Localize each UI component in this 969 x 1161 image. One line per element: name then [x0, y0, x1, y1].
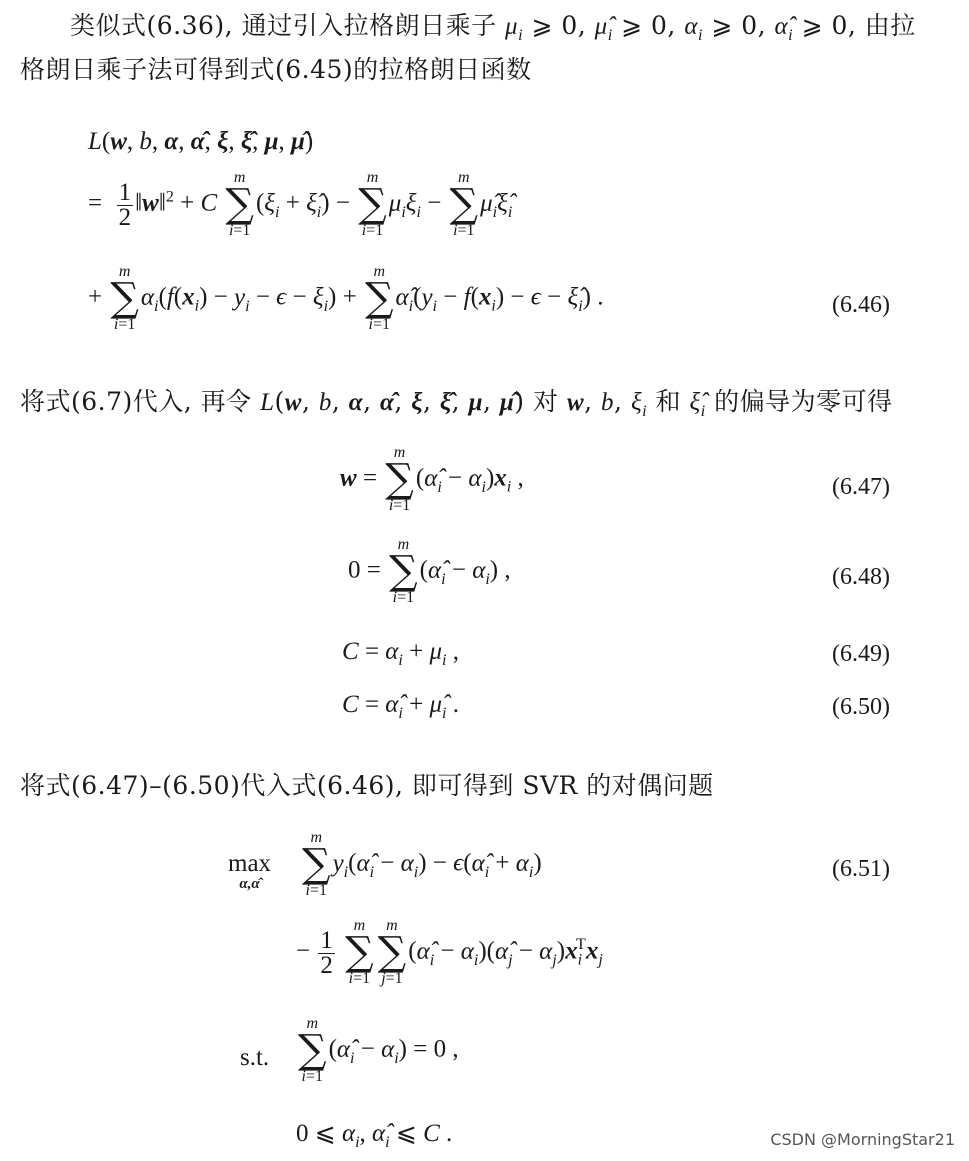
equation-6-49: $C = \alpha_i + \mu_i$ ,	[342, 638, 459, 669]
equation-6-50: $C = \alphâ_i$ + $\mû_i$ .	[342, 691, 459, 722]
equation-6-48: 0 = m ∑ i=1 $(\alphâ_i - \alpha_i)$ ,	[348, 536, 511, 606]
equation-number-6-51: (6.51)	[832, 856, 890, 882]
constraint-bounds: 0 ⩽ $\alpha_i$, $\alphâ_i$ ⩽ C .	[296, 1120, 453, 1151]
lagrangian-lhs: L(w, b, α, α̂, ξ, ξ̂, μ, μ̂)	[88, 128, 314, 155]
paragraph-derivative: 将式(6.7)代入, 再令 L(w, b, α, α̂, ξ, ξ̂, μ, μ̂) 对 w, b, $\xi_i$ 和 $\xî_i$ 的偏导为零可得	[20, 387, 893, 420]
max-subscript: α,α̂	[239, 876, 260, 892]
max-label: max	[228, 850, 272, 877]
equation-number-6-48: (6.48)	[832, 564, 890, 590]
dual-max-operator	[228, 852, 271, 892]
dual-objective-line1: m ∑ i=1 $y_i(\alphâ_i - \alpha_i)$ − $\epsilon(\alphâ_i + \alpha_i)$	[302, 829, 542, 899]
equation-number-6-46: (6.46)	[832, 292, 890, 318]
paragraph-intro-line2: 格朗日乘子法可得到式(6.45)的拉格朗日函数	[20, 55, 532, 84]
paragraph-dual: 将式(6.47)–(6.50)代入式(6.46), 即可得到 SVR 的对偶问题	[20, 771, 714, 800]
constraint-sum: m ∑ i=1 $(\alphâ_i - \alpha_i) = 0$ ,	[298, 1015, 459, 1085]
paragraph-intro-line1: 类似式(6.36), 通过引入拉格朗日乘子 $\mu_i$ ⩾ 0, $\mû_i$ ⩾ 0, $\alpha_i$ ⩾ 0, $\alphâ_i$ ⩾ 0, 由拉	[70, 11, 916, 44]
csdn-watermark: CSDN @MorningStar21	[770, 1130, 955, 1149]
lagrangian-line2: + m ∑ i=1 $\alpha_i(f(x_i) - y_i - \epsilon - \xi_i)$ + m ∑ i=1 $\alphâ_i(y_i - f(x_i) - \epsilon$ − $\xî_i$) .	[88, 263, 604, 333]
equation-number-6-47: (6.47)	[832, 474, 890, 500]
equation-number-6-49: (6.49)	[832, 641, 890, 667]
dual-objective-line2: − $\frac{1}{2}$ m ∑ i=1 m ∑ j=1 ($\alphâ_i$ − $\alpha_i)(\alphâ_j - \alpha_j)x_i^Tx_j$	[296, 917, 603, 987]
equation-number-6-50: (6.50)	[832, 694, 890, 720]
lagrangian-line1: = $\frac{1}{2}$ ‖w‖$^2$ + C m ∑ i=1 ($\xi_i$ + $\xî_i$) − m ∑ i=1 $\mu_i\xi_i$ − m ∑ i=1 $\mû_i\xî_i$	[88, 169, 513, 239]
equation-6-47: w = m ∑ i=1 $(\alphâ_i - \alpha_i)x_i$ ,	[340, 444, 524, 514]
subject-to-label: s.t.	[240, 1044, 270, 1071]
